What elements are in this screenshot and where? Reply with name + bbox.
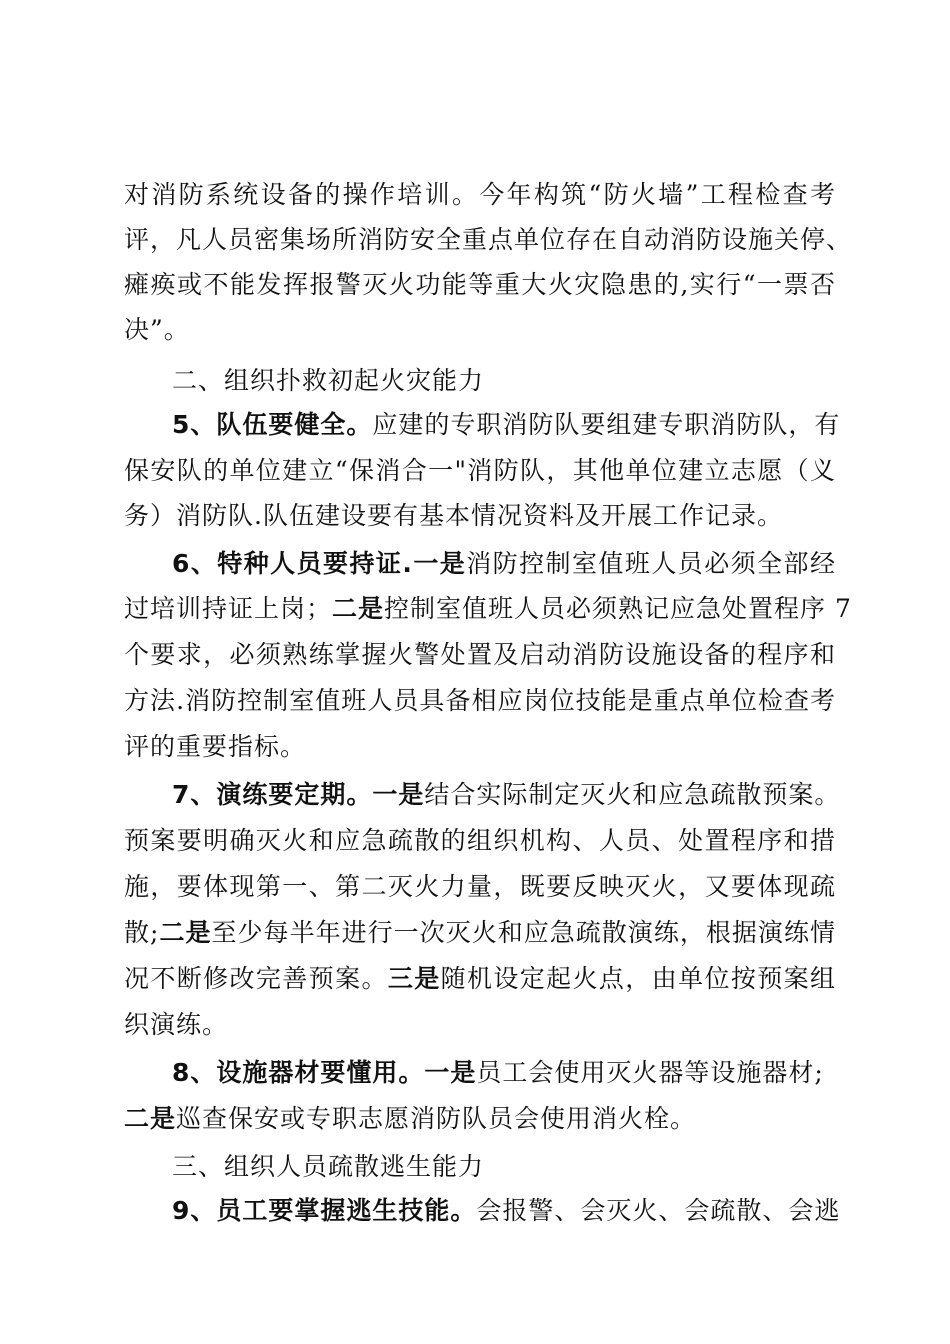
item-7-title: 7、演练要定期。 [172, 780, 373, 809]
item-6-line: 个要求，必须熟练掌握火警处置及启动消防设施设备的程序和 [124, 640, 836, 669]
paragraph-line: 对消防系统设备的操作培训。今年构筑“防火墙”工程检查考 [124, 180, 836, 209]
item-7-line: 织演练。 [124, 1010, 229, 1039]
item-8-text: 员工会使用灭火器等设施器材; [476, 1058, 824, 1087]
item-6-title: 6、特种人员要持证. [172, 549, 413, 578]
marker-first: 一是 [412, 549, 467, 578]
item-7-text: 散; [124, 918, 160, 947]
item-5-text: 应建的专职消防队要组建专职消防队，有 [372, 410, 841, 439]
item-9-title: 9、员工要掌握逃生技能。 [172, 1196, 477, 1225]
item-7-text: 至少每半年进行一次灭火和应急疏散演练，根据演练情 [211, 918, 836, 947]
marker-second: 二是 [124, 1104, 177, 1133]
item-6-text: 过培训持证上岗； [124, 594, 333, 623]
paragraph-line: 决”。 [124, 315, 190, 344]
section-heading: 二、组织扑救初起火灾能力 [172, 366, 485, 395]
item-5-line [172, 410, 841, 440]
item-7-line: 预案要明确灭火和应急疏散的组织机构、人员、处置程序和措 [124, 826, 836, 855]
item-7-text: 况不断修改完善预案。 [124, 964, 388, 993]
marker-first: 一是 [424, 1058, 477, 1087]
item-6-line: 方法.消防控制室值班人员具备相应岗位技能是重点单位检查考 [124, 686, 836, 715]
item-8-text: 巡查保安或专职志愿消防队员会使用消火栓。 [176, 1104, 697, 1133]
marker-second: 二是 [332, 594, 385, 623]
item-7-text: 结合实际制定灭火和应急疏散预案。 [424, 780, 841, 809]
item-6-text: 消防控制室值班人员必须全部经 [466, 549, 836, 578]
item-8-title: 8、设施器材要懂用。 [172, 1058, 425, 1087]
item-6-text: 控制室值班人员必须熟记应急处置程序 7 [384, 594, 852, 623]
item-7-text: 随机设定起火点，由单位按预案组 [440, 964, 836, 993]
item-5-line: 保安队的单位建立“保消合一"消防队，其他单位建立志愿（义 [124, 456, 836, 485]
item-6-line [124, 594, 852, 624]
item-7-line [124, 918, 836, 948]
item-8-line [172, 1058, 836, 1088]
item-9-text: 会报警、会灭火、会疏散、会逃 [476, 1196, 841, 1225]
section-heading: 三、组织人员疏散逃生能力 [172, 1152, 485, 1181]
item-6-line [172, 549, 836, 579]
marker-second: 二是 [159, 918, 212, 947]
item-9-line [172, 1196, 841, 1226]
paragraph-line: 瘫痪或不能发挥报警灭火功能等重大火灾隐患的,实行“一票否 [124, 270, 836, 299]
item-7-line [172, 780, 841, 810]
item-7-line: 施，要体现第一、第二灭火力量，既要反映灭火，又要体现疏 [124, 872, 836, 901]
item-6-line: 评的重要指标。 [124, 732, 307, 761]
item-7-line [124, 964, 836, 994]
item-5-line: 务）消防队.队伍建设要有基本情况资料及开展工作记录。 [124, 501, 783, 530]
item-5-title: 5、队伍要健全。 [172, 410, 373, 439]
item-8-line [124, 1104, 836, 1134]
marker-first: 一是 [372, 780, 425, 809]
marker-third: 三是 [387, 964, 441, 993]
paragraph-line: 评，凡人员密集场所消防安全重点单位存在自动消防设施关停、 [124, 225, 853, 254]
